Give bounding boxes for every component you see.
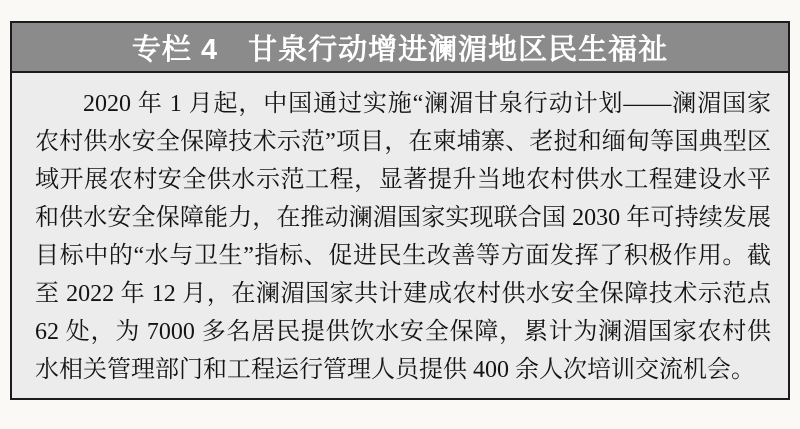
column-title: 甘泉行动增进澜湄地区民生福祉 bbox=[248, 33, 669, 66]
column-number-label: 专栏 4 bbox=[131, 33, 219, 66]
body-paragraph: 2020 年 1 月起，中国通过实施“澜湄甘泉行动计划——澜湄国家农村供水安全保障技术示范”项目，在柬埔寨、老挝和缅甸等国典型区域开展农村安全供水示范工程，显著提升当地农村供水工程建设水平和供水安全保障能力，在推动澜湄国家实现联合国 2030 年可持续发展目标中的“水与卫生”指标、促进民生改善等方面发挥了积极作用。截至 2022 年 12 月，在澜湄国家共计建成农村供水安全保障技术示范点 62 处，为 7000 多名居民提供饮水安全保障，累计为澜湄国家农村供水相关管理部门和工程运行管理人员提供 400 余人次培训交流机会。 bbox=[35, 91, 771, 383]
column-body bbox=[12, 73, 788, 398]
column-box bbox=[10, 21, 790, 400]
column-header-bar bbox=[12, 23, 788, 73]
